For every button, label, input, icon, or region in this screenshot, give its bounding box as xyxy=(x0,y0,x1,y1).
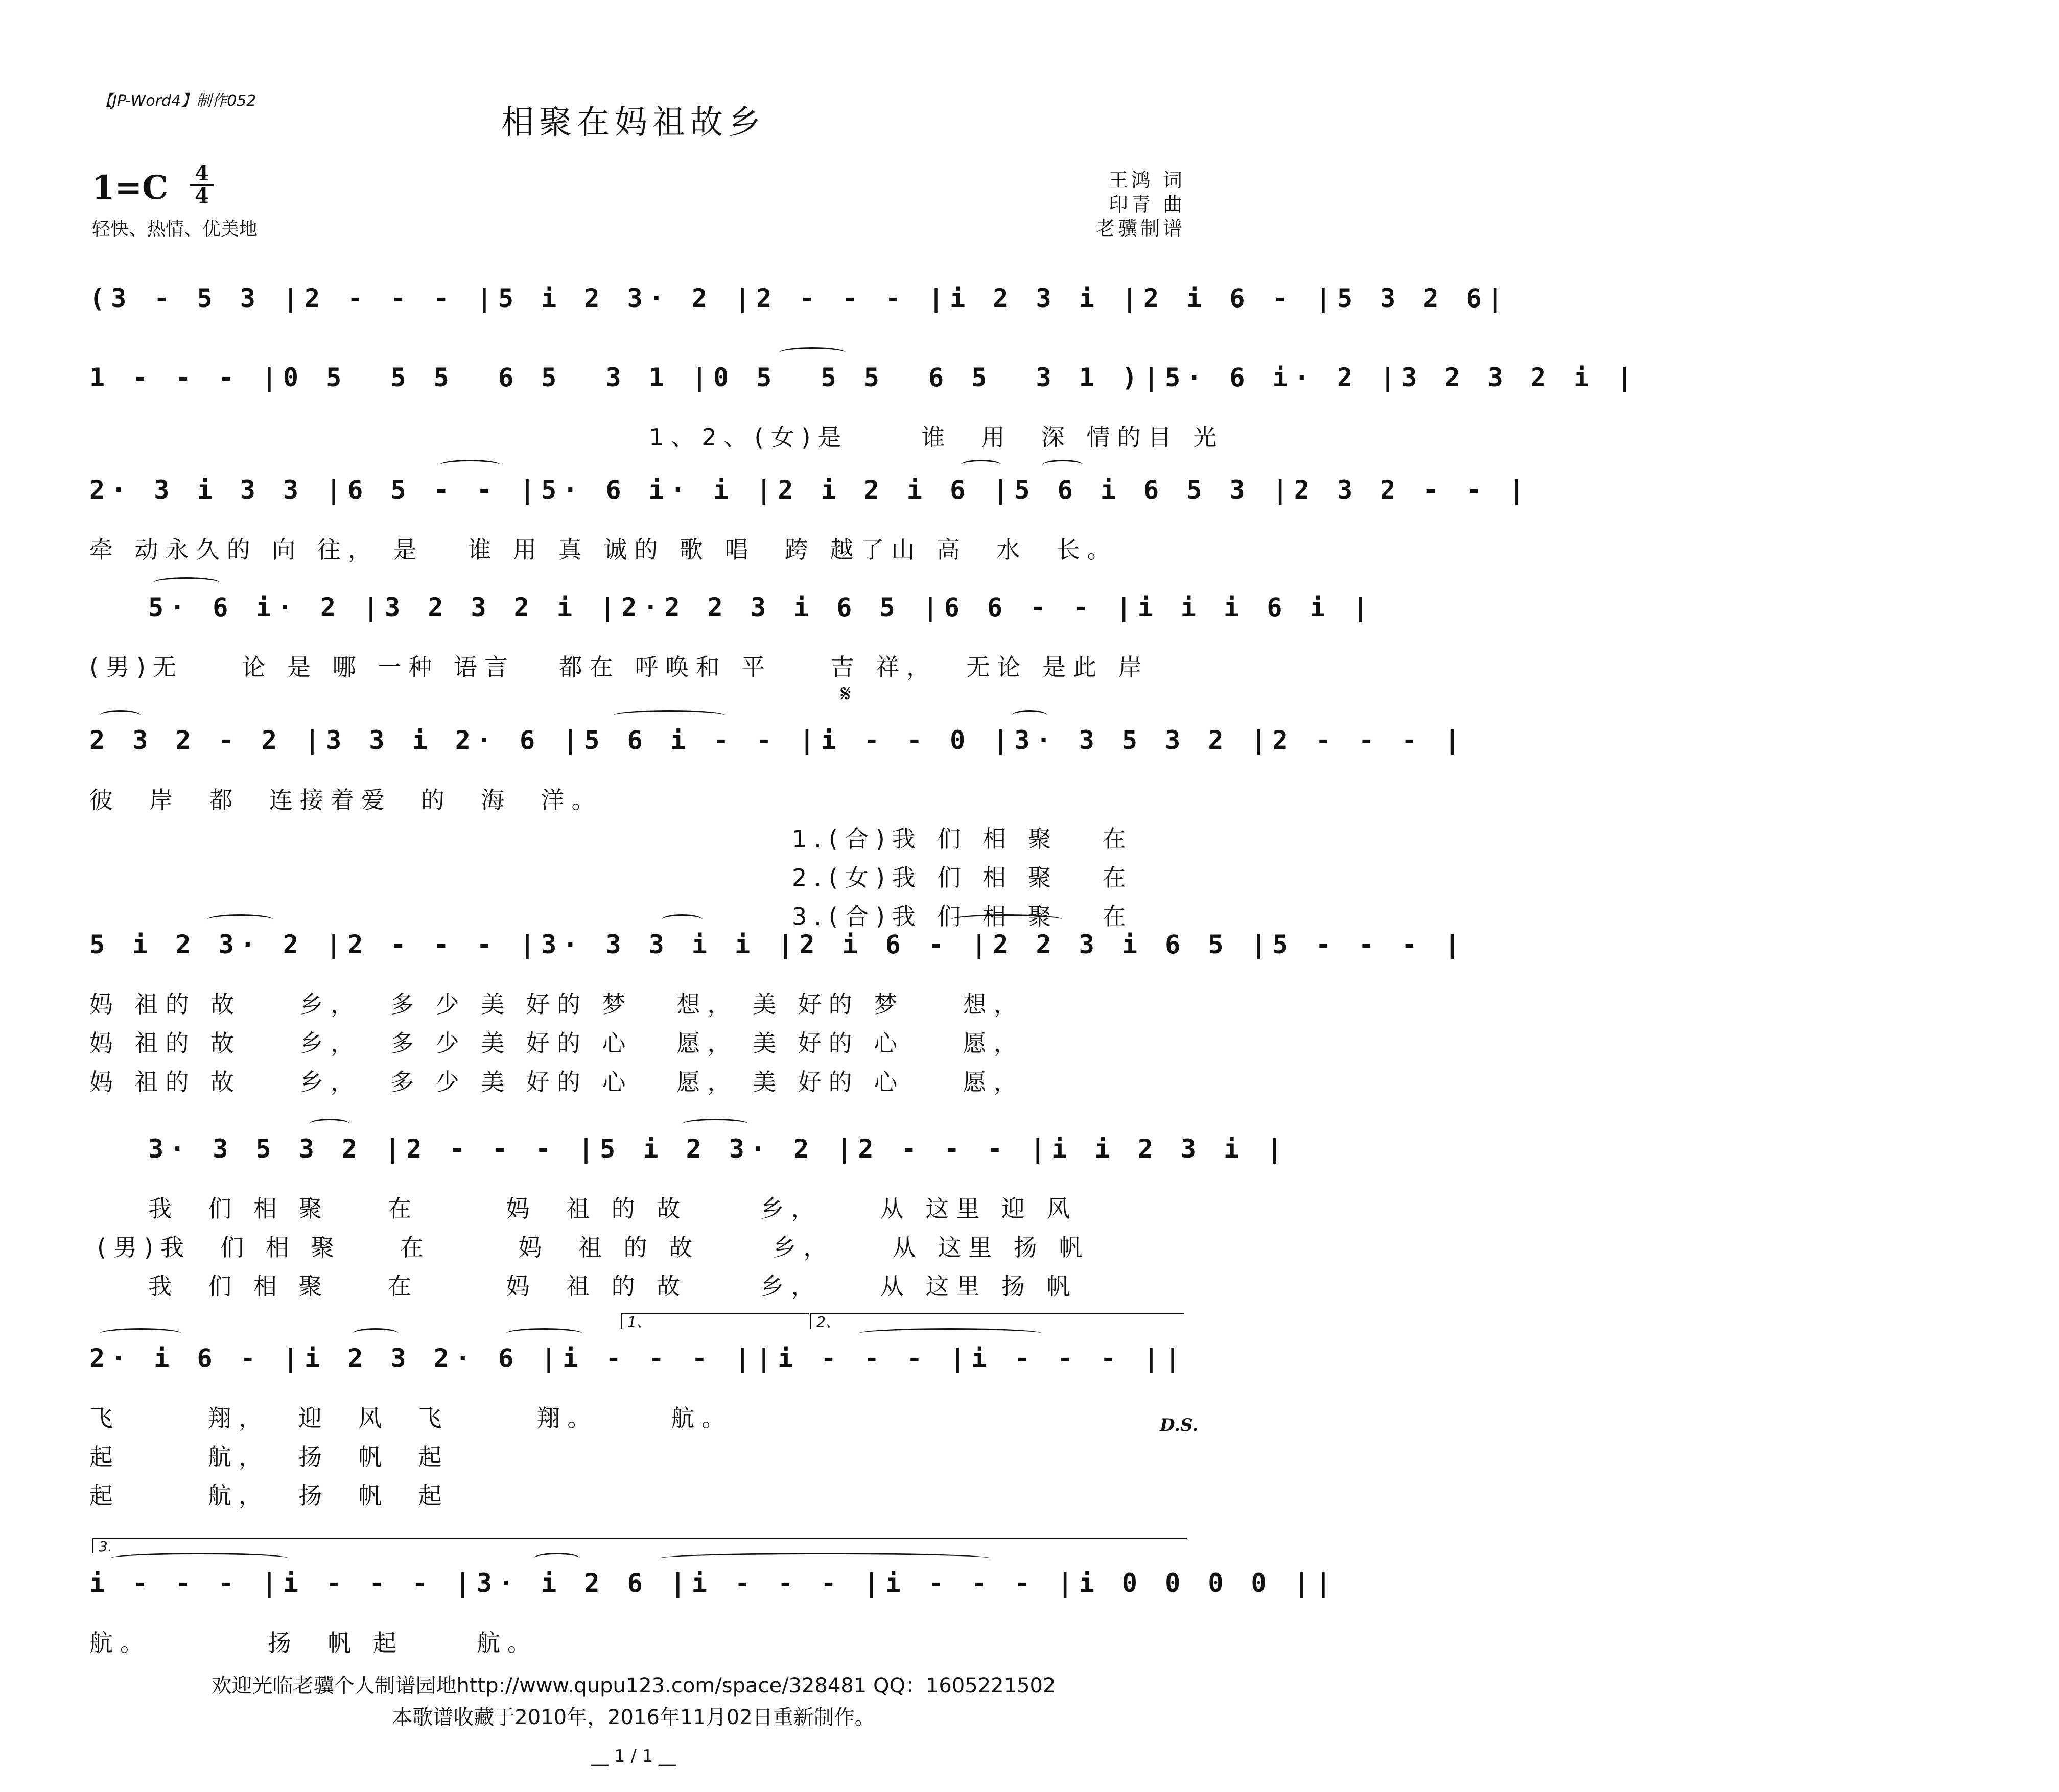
slur xyxy=(100,1328,181,1339)
slur xyxy=(659,1553,991,1564)
music-line xyxy=(0,1563,1337,1614)
slur xyxy=(1012,710,1047,721)
volta-first-ending: 1、 xyxy=(621,1313,809,1329)
music-line xyxy=(0,358,1639,409)
time-top: 4 xyxy=(195,161,209,185)
segno-sign: 𝄋 xyxy=(840,679,851,708)
notes: 2· 3 i 3 3 |6 5 - - |5· 6 i· i |2 i 2 i 6 |5 6 i 6 5 3 |2 3 2 - - | xyxy=(89,475,1531,505)
footer-note: 本歌谱收藏于2010年，2016年11月02日重新制作。 xyxy=(392,1706,875,1729)
slur xyxy=(153,577,220,588)
slur xyxy=(506,1328,582,1339)
slur xyxy=(1042,460,1083,470)
music-line xyxy=(0,925,1466,976)
notes: 2· i 6 - |i 2 3 2· 6 |i - - - ||i - - - |i - - - || xyxy=(89,1343,1187,1373)
music-line xyxy=(0,587,1374,639)
score-system-7 xyxy=(0,1129,1289,1300)
lyric-line: 航。 扬 帆 起 航。 xyxy=(89,1629,538,1657)
lyric-verse-2: (男)我 们 相 聚 在 妈 祖 的 故 乡， 从 这里 扬 帆 xyxy=(97,1234,1090,1261)
notes: 2 3 2 - 2 |3 3 i 2· 6 |5 6 i - - |i - - 0 |3· 3 5 3 2 |2 - - - | xyxy=(89,725,1466,755)
music-line xyxy=(0,470,1531,521)
score-system-6 xyxy=(0,925,1466,1096)
lyric-verse-2: 起 航， 扬 帆 起 xyxy=(89,1443,449,1471)
page-number: __ 1 / 1 __ xyxy=(591,1746,676,1766)
slur xyxy=(682,1119,748,1129)
time-signature xyxy=(190,163,214,206)
music-line xyxy=(0,278,1509,329)
notes: 5· 6 i· 2 |3 2 3 2 i |2·2 2 3 i 6 5 |6 6 - - |i i i 6 i | xyxy=(148,593,1374,622)
music-line xyxy=(0,1129,1289,1180)
lyric-line: (男)无 论 是 哪 一种 语言 都在 呼唤和 平 吉 祥， 无论 是此 岸 xyxy=(89,653,1149,681)
slur xyxy=(779,347,846,358)
score-system-4 xyxy=(0,587,1374,708)
time-bottom: 4 xyxy=(190,184,214,206)
lyric-line: 1、2、(女)是 谁 用 深 情的目 光 xyxy=(649,423,1224,451)
volta-third-ending: 3. xyxy=(92,1538,1187,1553)
ds-marking: D.S. xyxy=(1160,1415,1199,1435)
lyric-verse-2: 妈 祖的 故 乡， 多 少 美 好的 心 愿， 美 好的 心 愿， xyxy=(89,1029,1024,1057)
authors-block xyxy=(1022,169,1185,241)
slur xyxy=(110,1553,289,1564)
lyric-verse-1: 妈 祖的 故 乡， 多 少 美 好的 梦 想， 美 好的 梦 想， xyxy=(89,991,1024,1018)
lyric-verse-1: 飞 翔， 迎 风 飞 翔。 航。 xyxy=(89,1404,733,1432)
lyric-verse-3: 妈 祖的 故 乡， 多 少 美 好的 心 愿， 美 好的 心 愿， xyxy=(89,1068,1024,1096)
lyric-verse-3: 3.(合)我 们 相 聚 在 xyxy=(792,903,1133,930)
notes: 1 - - - |0 5 5 5 6 5 3 1 |0 5 5 5 6 5 3 1 )|5· 6 i· 2 |3 2 3 2 i | xyxy=(89,363,1639,392)
music-line xyxy=(0,1338,1267,1389)
score-system-9 xyxy=(0,1538,1337,1657)
music-line xyxy=(0,720,1466,771)
lyric-verse-3: 我 们 相 聚 在 妈 祖 的 故 乡， 从 这里 扬 帆 xyxy=(148,1272,1078,1300)
lyric-verse-1: 1.(合)我 们 相 聚 在 xyxy=(792,825,1133,853)
slur xyxy=(353,1328,399,1339)
score-system-8 xyxy=(0,1313,1267,1510)
volta-second-ending: 2、 xyxy=(810,1313,1184,1329)
tempo-marking: 轻快、热情、优美地 xyxy=(92,219,258,240)
song-title: 相聚在妈祖故乡 xyxy=(501,104,766,142)
notes: 5 i 2 3· 2 |2 - - - |3· 3 3 i i |2 i 6 - |2 2 3 i 6 5 |5 - - - | xyxy=(89,930,1466,959)
lyric-line: 牵 动永久的 向 往， 是 谁 用 真 诚的 歌 唱 跨 越了山 高 水 长。 xyxy=(89,536,1118,563)
credit-label: 【JP-Word4】制作052 xyxy=(97,92,256,110)
lyricist: 王鸿 词 xyxy=(1108,169,1185,192)
composer: 印青 曲 xyxy=(1108,193,1185,216)
slur xyxy=(439,460,501,470)
slur xyxy=(961,460,1001,470)
notes: (3 - 5 3 |2 - - - |5 i 2 3· 2 |2 - - - |i 2 3 i |2 i 6 - |5 3 2 6| xyxy=(89,284,1509,313)
lyric-verse-2: 2.(女)我 们 相 聚 在 xyxy=(792,864,1133,891)
arranger: 老骥制谱 xyxy=(1095,217,1185,240)
notes: i - - - |i - - - |3· i 2 6 |i - - - |i - - - |i 0 0 0 0 || xyxy=(89,1568,1337,1598)
score-system-2 xyxy=(0,358,1639,451)
slur xyxy=(207,914,273,925)
slur xyxy=(309,1119,350,1129)
score-system-5 xyxy=(0,720,1466,930)
slur xyxy=(613,710,726,721)
lyric-verse-1: 我 们 相 聚 在 妈 祖 的 故 乡， 从 这里 迎 风 xyxy=(148,1195,1078,1222)
score-system-3 xyxy=(0,470,1531,563)
score-system-1 xyxy=(0,278,1509,329)
notes: 3· 3 5 3 2 |2 - - - |5 i 2 3· 2 |2 - - - |i i 2 3 i | xyxy=(148,1134,1289,1164)
key-signature: 1=C xyxy=(92,169,169,207)
lyric-line: 彼 岸 都 连接着爱 的 海 洋。 xyxy=(89,786,602,814)
slur xyxy=(858,1328,1042,1339)
slur xyxy=(100,710,141,721)
slur xyxy=(950,914,1063,925)
footer-website: 欢迎光临老骥个人制谱园地http://www.qupu123.com/space/328481 QQ：1605221502 xyxy=(211,1674,1056,1697)
lyric-verse-3: 起 航， 扬 帆 起 xyxy=(89,1482,449,1510)
slur xyxy=(534,1553,580,1564)
slur xyxy=(662,914,703,925)
